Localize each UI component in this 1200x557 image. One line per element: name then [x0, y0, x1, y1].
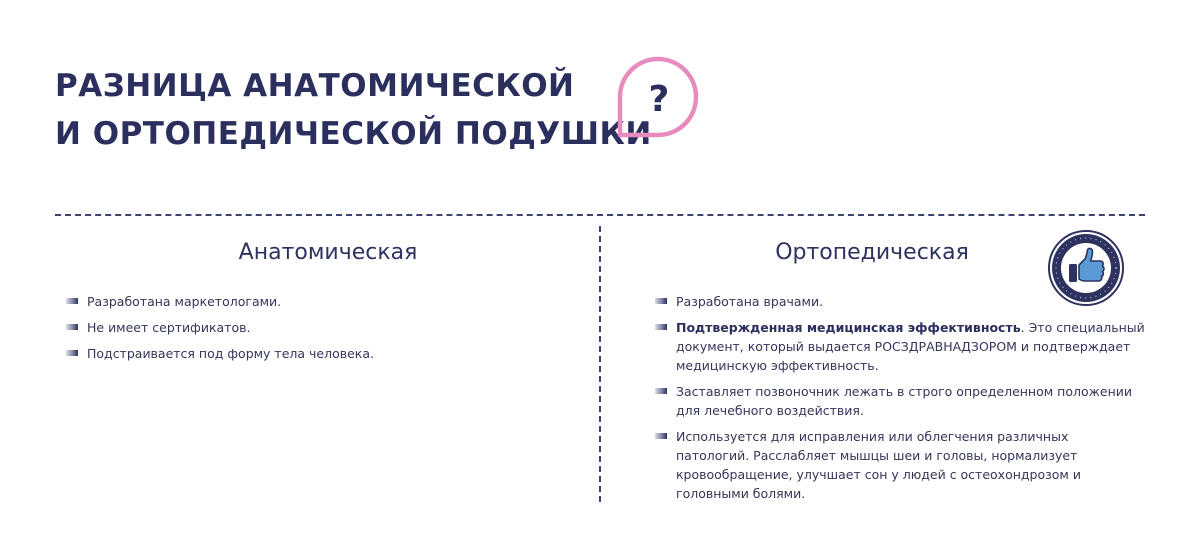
list-item-text: Не имеет сертификатов.: [87, 320, 251, 335]
list-item: [655, 292, 1145, 311]
anatomical-list: [66, 292, 566, 370]
page-title: [55, 62, 652, 158]
bullet-gradient-icon: [66, 298, 78, 304]
bullet-gradient-icon: [66, 324, 78, 330]
bullet-gradient-icon: [655, 324, 667, 330]
question-mark: ?: [648, 79, 670, 120]
anatomical-column-title: Анатомическая: [238, 240, 418, 265]
list-item-text: Подстраивается под форму тела человека.: [87, 346, 374, 361]
list-item-bold-text: Подтвержденная медицинская эффективность: [676, 320, 1021, 335]
list-item: [66, 292, 566, 311]
list-item: [655, 427, 1145, 503]
list-item: [66, 318, 566, 337]
orthopedic-column-title: Ортопедическая: [775, 240, 969, 265]
list-item-text: Разработана врачами.: [676, 294, 824, 309]
question-bubble-icon: [611, 55, 707, 145]
list-item: [655, 382, 1145, 420]
bullet-gradient-icon: [655, 388, 667, 394]
list-item-text: Используется для исправления или облегчения различных патологий. Расслабляет мышцы шеи и головы, нормализует кровообращение, улучшает сон у людей с остеохондрозом и головными болями.: [676, 429, 1081, 501]
vertical-divider: [599, 226, 601, 502]
title-line-1: РАЗНИЦА АНАТОМИЧЕСКОЙ: [55, 68, 575, 104]
list-item-text: Заставляет позвоночник лежать в строго определенном положении для лечебного воздействия.: [676, 384, 1132, 418]
list-item: [66, 344, 566, 363]
bullet-gradient-icon: [655, 298, 667, 304]
orthopedic-list: [655, 292, 1145, 510]
title-line-2: И ОРТОПЕДИЧЕСКОЙ ПОДУШКИ: [55, 116, 652, 152]
bullet-gradient-icon: [655, 433, 667, 439]
horizontal-divider: [55, 214, 1145, 216]
bullet-gradient-icon: [66, 350, 78, 356]
list-item-text: Разработана маркетологами.: [87, 294, 282, 309]
list-item: [655, 318, 1145, 375]
list-item-text: . Это специальный документ, который выдается РОСЗДРАВНАДЗОРОМ и подтверждает медицинскую эффективность.: [676, 320, 1145, 373]
